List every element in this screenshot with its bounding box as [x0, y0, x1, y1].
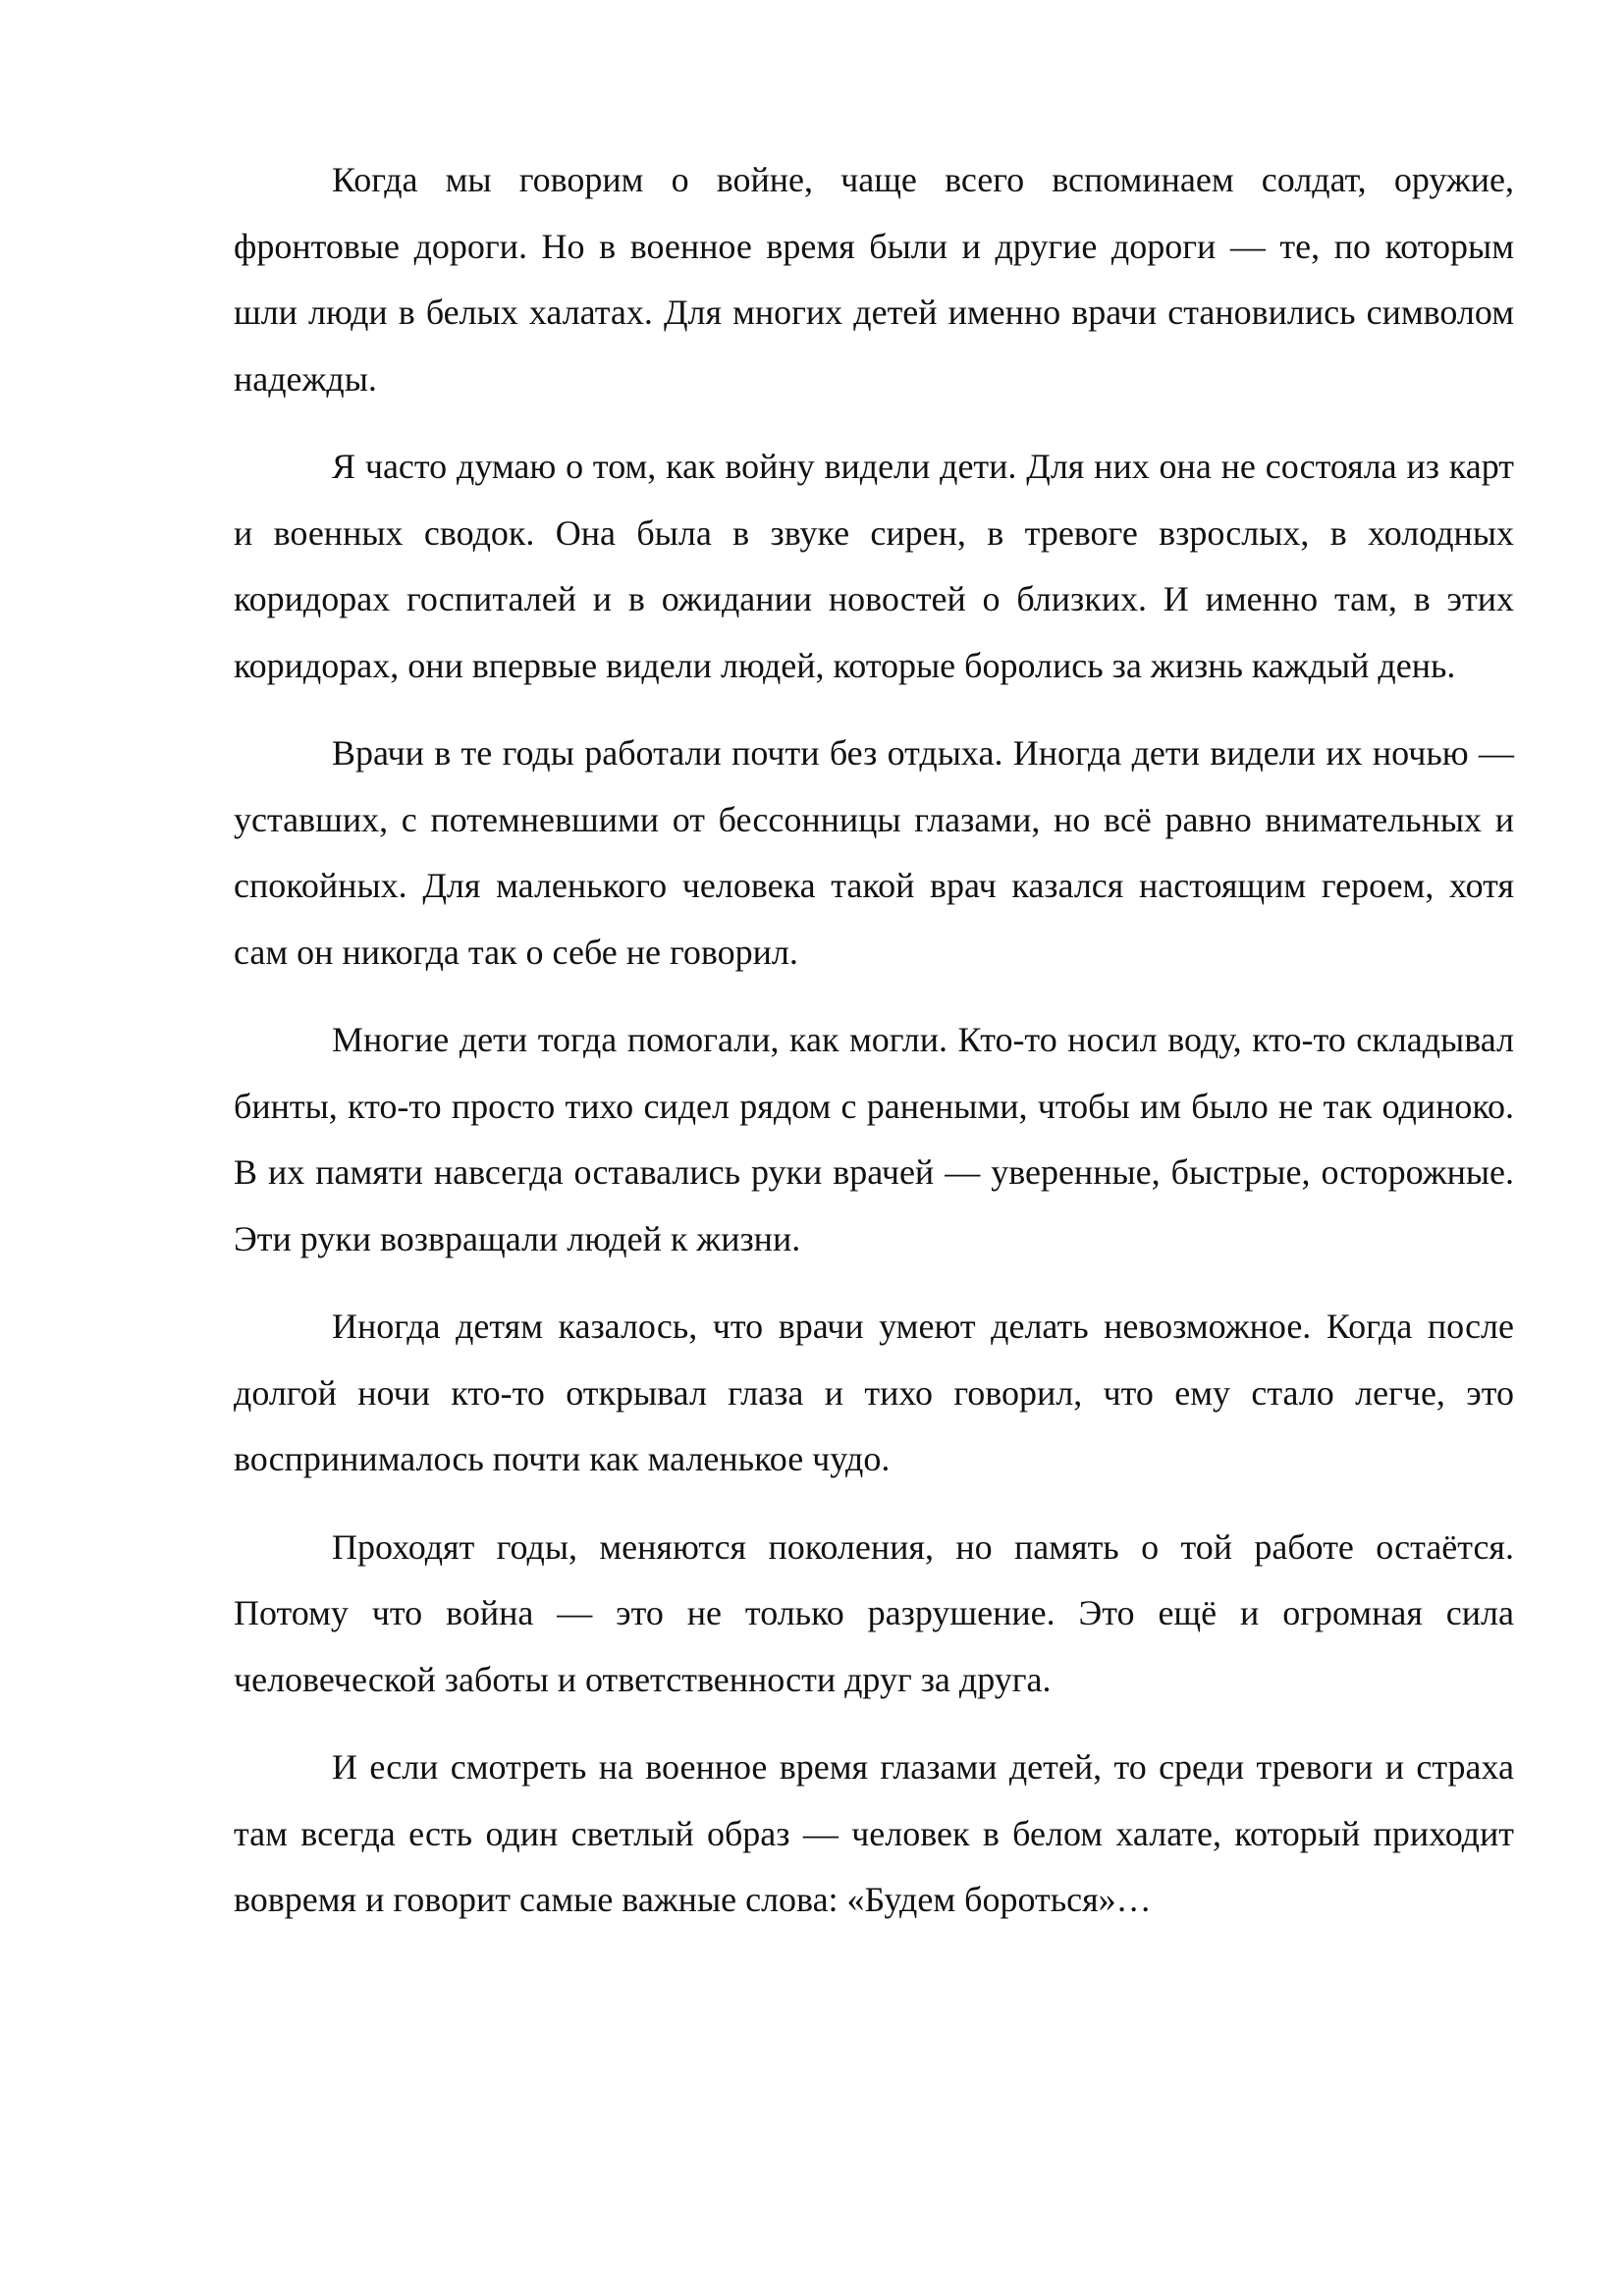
- paragraph-3: Врачи в те годы работали почти без отдыха. Иногда дети видели их ночью — уставших, с потемневшими от бессонницы глазами, но всё равно внимательных и спокойных. Для маленького человека такой врач казался настоящим героем, хотя сам он никогда так о себе не говорил.: [234, 733, 1514, 972]
- document-body: [234, 147, 1514, 1955]
- paragraph-2: Я часто думаю о том, как войну видели дети. Для них она не состояла из карт и военных сводок. Она была в звуке сирен, в тревоге взрослых, в холодных коридорах госпиталей и в ожидании новостей о близких. И именно там, в этих коридорах, они впервые видели людей, которые боролись за жизнь каждый день.: [234, 447, 1514, 685]
- paragraph-6: Проходят годы, меняются поколения, но память о той работе остаётся. Потому что война — это не только разрушение. Это ещё и огромная сила человеческой заботы и ответственности друг за друга.: [234, 1526, 1514, 1699]
- paragraph-5: Иногда детям казалось, что врачи умеют делать невозможное. Когда после долгой ночи кто-то открывал глаза и тихо говорил, что ему стало легче, это воспринималось почти как маленькое чудо.: [234, 1307, 1514, 1478]
- paragraph-1: Когда мы говорим о войне, чаще всего вспоминаем солдат, оружие, фронтовые дороги. Но в военное время были и другие дороги — те, по которым шли люди в белых халатах. Для многих детей именно врачи становились символом надежды.: [234, 160, 1514, 399]
- paragraph-7: И если смотреть на военное время глазами детей, то среди тревоги и страха там всегда есть один светлый образ — человек в белом халате, который приходит вовремя и говорит самые важные слова: «Будем бороться»…: [234, 1747, 1514, 1919]
- paragraph-4: Многие дети тогда помогали, как могли. Кто-то носил воду, кто-то складывал бинты, кто-то просто тихо сидел рядом с ранеными, чтобы им было не так одиноко. В их памяти навсегда оставались руки врачей — уверенные, быстрые, осторожные. Эти руки возвращали людей к жизни.: [234, 1020, 1514, 1258]
